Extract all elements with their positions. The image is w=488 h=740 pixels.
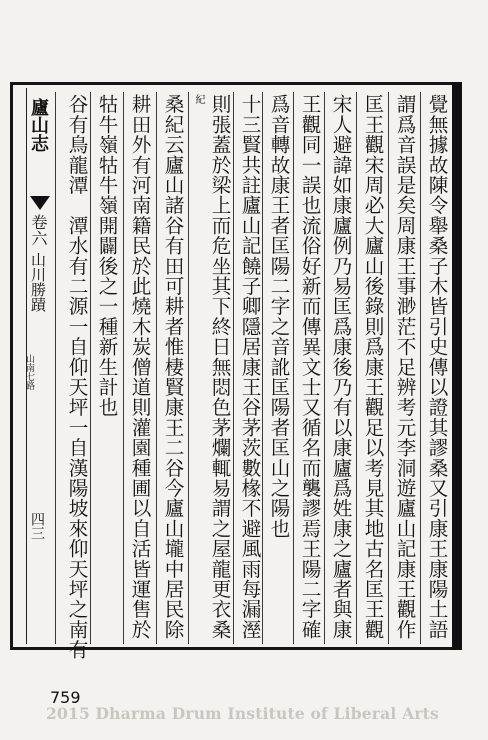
book-title: 廬山志 (28, 98, 49, 152)
text-column-9-note: 紀 (193, 94, 204, 105)
text-column-6: 爲音轉故康王者匡陽二字之音訛匡陽者匡山之陽也 (267, 94, 290, 539)
text-column-5: 王觀同一誤也流俗好新而傳異文士又循名而襲謬焉王陽二字確 (298, 94, 321, 640)
column-rule (188, 92, 189, 644)
text-column-1: 覺無據故陳令舉桑子木皆引史傳以證其謬桑又引康王康陽土語 (425, 94, 448, 640)
text-column-12: 牯牛嶺牯牛嶺開闢後之一種新生計也 (95, 94, 118, 418)
column-rule (420, 92, 421, 644)
text-column-7: 十三賢共註廬山記饒子卿隱居康王谷茅茨數椽不避風雨每漏溼 (238, 94, 261, 640)
section-label: 山川勝蹟 (29, 252, 47, 312)
column-rule (262, 92, 263, 644)
column-rule (156, 92, 157, 644)
column-rule (324, 92, 325, 644)
page-number: 759 (50, 688, 81, 707)
text-column-2: 謂爲音誤是矣周康王事渺茫不足辨考元李洞遊廬山記康王觀作 (393, 94, 416, 640)
column-rule (123, 92, 124, 644)
text-column-8: 則張蓋於梁上而危坐其下終日無悶色茅爛輒易謂之屋龍更衣桑 (208, 94, 231, 640)
column-rule (90, 92, 91, 644)
column-rule (388, 92, 389, 644)
folio-number: 四三 (29, 512, 45, 540)
fishtail-mark (30, 196, 50, 210)
column-rule (233, 92, 234, 644)
text-column-11: 耕田外有河南籍民於此燒木炭僧道則灌園種圃以自活皆運售於 (128, 94, 151, 640)
frame-edge-band (452, 82, 461, 650)
subsection-label: 山南七路 (24, 354, 34, 390)
column-rule (356, 92, 357, 644)
margin-column (24, 92, 49, 644)
column-rule (55, 92, 56, 644)
volume-label: 卷六 (29, 214, 48, 246)
text-column-10: 桑紀云廬山諸谷有田可耕者惟棲賢康王二谷今廬山壠中居民除 (161, 94, 184, 640)
text-column-4: 宋人避諱如康廬例乃易匡爲康後乃有以康廬爲姓康之廬者與康 (329, 94, 352, 640)
column-rule (293, 92, 294, 644)
watermark: 2015 Dharma Drum Institute of Liberal Arts (46, 704, 439, 723)
text-column-3: 匡王觀宋周必大廬山後錄則爲康王觀足以考見其地古名匡王觀 (361, 94, 384, 640)
text-column-13: 谷有鳥龍潭 潭水有二源一自仰天坪一自漢陽坡來仰天坪之南有 (65, 94, 88, 660)
